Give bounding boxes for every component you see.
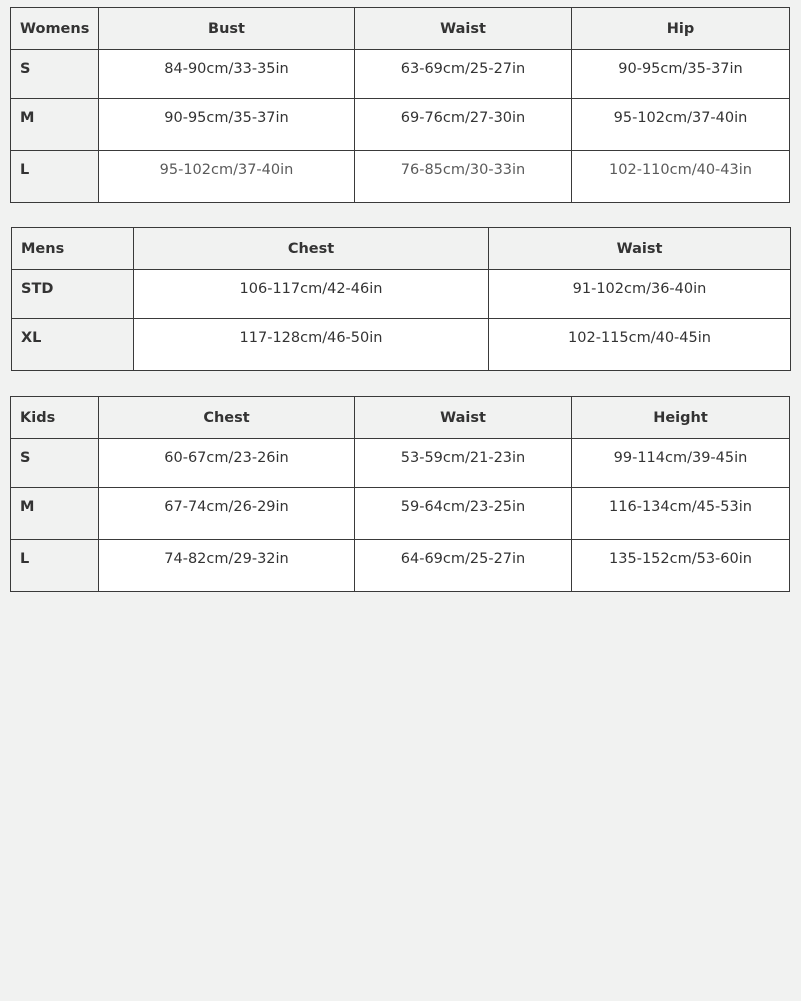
size-label: M xyxy=(11,488,99,540)
womens-header-waist: Waist xyxy=(355,8,572,50)
table-row xyxy=(12,319,791,371)
chest-value: 117-128cm/46-50in xyxy=(134,319,489,371)
waist-value: 53-59cm/21-23in xyxy=(355,439,572,488)
womens-table-title: Womens xyxy=(11,8,99,50)
size-label: L xyxy=(11,151,99,203)
waist-value: 91-102cm/36-40in xyxy=(489,270,791,319)
size-label: S xyxy=(11,439,99,488)
bust-value: 90-95cm/35-37in xyxy=(99,99,355,151)
hip-value: 102-110cm/40-43in xyxy=(572,151,790,203)
womens-header-row xyxy=(11,8,790,50)
waist-value: 64-69cm/25-27in xyxy=(355,540,572,592)
bust-value: 95-102cm/37-40in xyxy=(99,151,355,203)
table-row xyxy=(11,540,790,592)
table-row xyxy=(11,488,790,540)
hip-value: 95-102cm/37-40in xyxy=(572,99,790,151)
womens-header-hip: Hip xyxy=(572,8,790,50)
table-row xyxy=(11,99,790,151)
kids-size-table xyxy=(10,396,790,592)
womens-size-table xyxy=(10,7,790,203)
size-label: S xyxy=(11,50,99,99)
waist-value: 59-64cm/23-25in xyxy=(355,488,572,540)
mens-size-table xyxy=(11,227,791,371)
mens-header-waist: Waist xyxy=(489,228,791,270)
chest-value: 106-117cm/42-46in xyxy=(134,270,489,319)
waist-value: 102-115cm/40-45in xyxy=(489,319,791,371)
hip-value: 90-95cm/35-37in xyxy=(572,50,790,99)
chest-value: 60-67cm/23-26in xyxy=(99,439,355,488)
chest-value: 67-74cm/26-29in xyxy=(99,488,355,540)
table-row xyxy=(12,270,791,319)
waist-value: 63-69cm/25-27in xyxy=(355,50,572,99)
waist-value: 69-76cm/27-30in xyxy=(355,99,572,151)
mens-table-title: Mens xyxy=(12,228,134,270)
size-label: XL xyxy=(12,319,134,371)
bust-value: 84-90cm/33-35in xyxy=(99,50,355,99)
mens-header-chest: Chest xyxy=(134,228,489,270)
table-row xyxy=(11,50,790,99)
kids-header-height: Height xyxy=(572,397,790,439)
table-row xyxy=(11,439,790,488)
size-label: M xyxy=(11,99,99,151)
kids-header-chest: Chest xyxy=(99,397,355,439)
kids-header-waist: Waist xyxy=(355,397,572,439)
waist-value: 76-85cm/30-33in xyxy=(355,151,572,203)
mens-header-row xyxy=(12,228,791,270)
table-row xyxy=(11,151,790,203)
height-value: 116-134cm/45-53in xyxy=(572,488,790,540)
size-label: STD xyxy=(12,270,134,319)
chest-value: 74-82cm/29-32in xyxy=(99,540,355,592)
womens-header-bust: Bust xyxy=(99,8,355,50)
kids-header-row xyxy=(11,397,790,439)
kids-table-title: Kids xyxy=(11,397,99,439)
height-value: 135-152cm/53-60in xyxy=(572,540,790,592)
size-label: L xyxy=(11,540,99,592)
height-value: 99-114cm/39-45in xyxy=(572,439,790,488)
